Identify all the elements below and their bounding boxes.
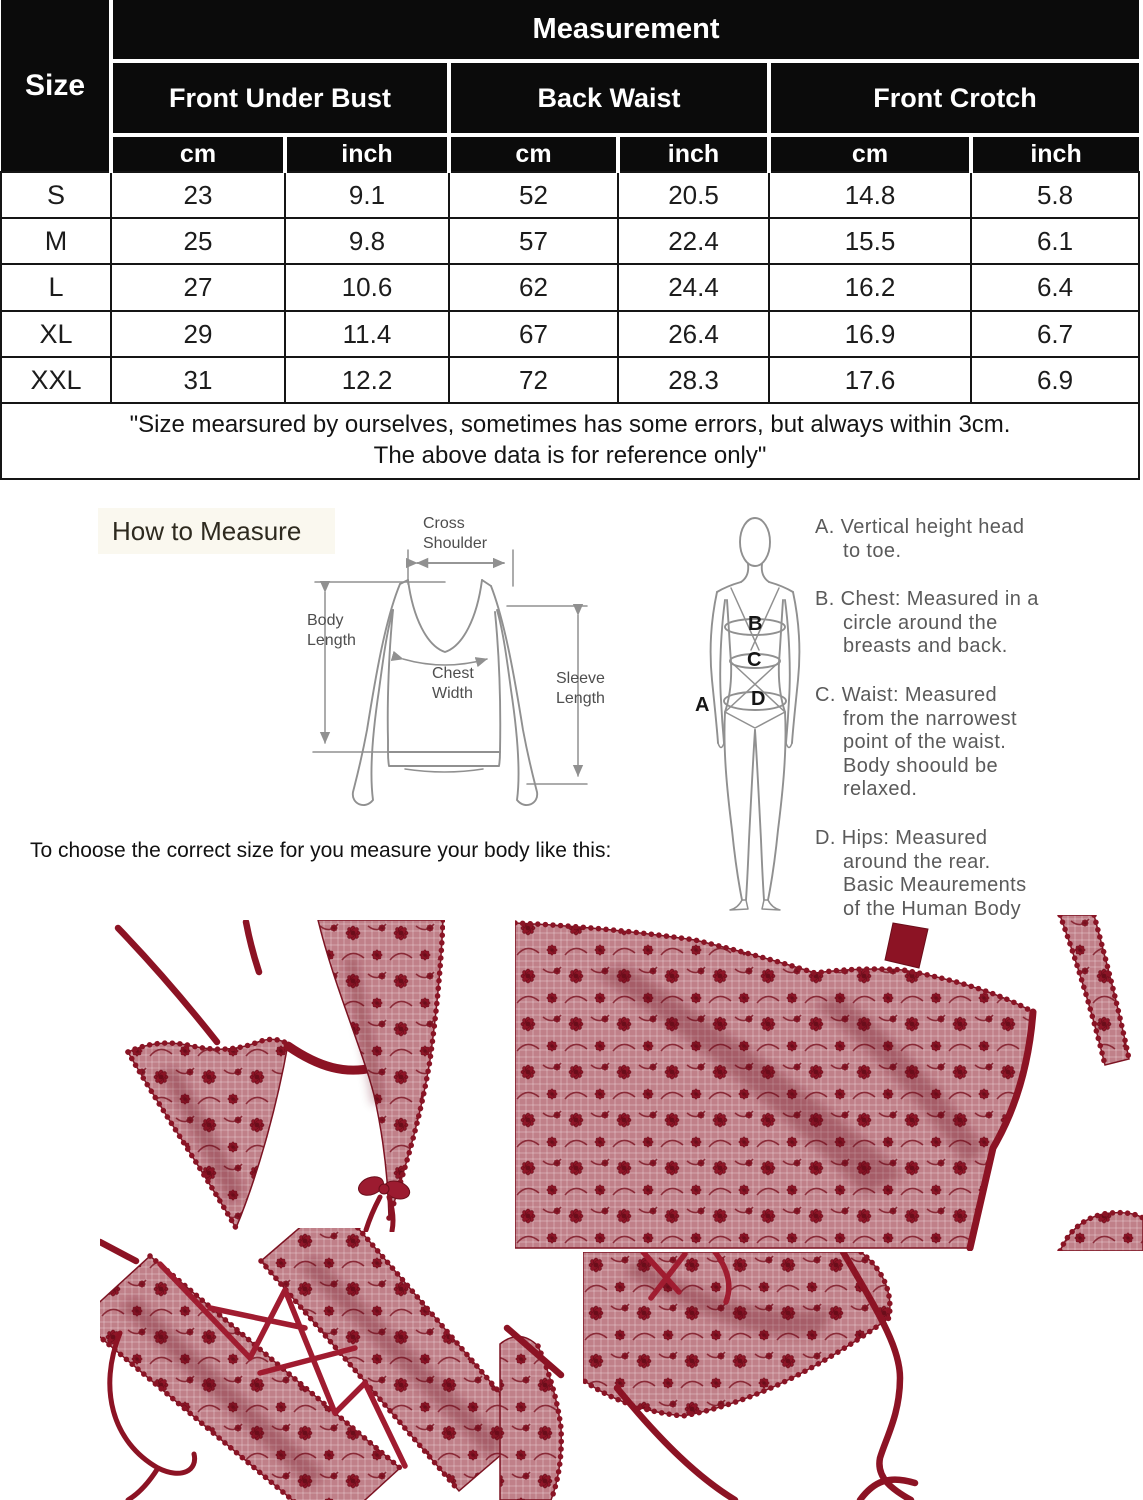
choose-size-text: To choose the correct size for you measure your body like this: <box>30 839 612 862</box>
figure-letter-a: A <box>695 694 710 716</box>
size-cell: M <box>1 218 111 264</box>
unit-cell: cm <box>449 135 618 172</box>
size-row-m <box>1 218 1139 264</box>
value-cell: 22.4 <box>618 218 769 264</box>
lace-edge-piece <box>500 1336 561 1500</box>
instruction-a: A. Vertical height head to toe. <box>815 516 1025 562</box>
value-cell: 27 <box>111 264 285 311</box>
size-cell: L <box>1 264 111 311</box>
figure-letter-b: B <box>748 613 763 635</box>
size-row-l <box>1 264 1139 311</box>
instruction-c: C. Waist: Measured from the narrowest point of the waist. Body shoould be relaxed. <box>815 683 1017 801</box>
size-cell: XXL <box>1 357 111 403</box>
size-row-xxl <box>1 357 1139 403</box>
value-cell: 24.4 <box>618 264 769 311</box>
size-row-s <box>1 172 1139 218</box>
col-front-under-bust: Front Under Bust <box>111 61 449 135</box>
photo-edge-mask <box>825 921 1060 971</box>
value-cell: 16.2 <box>769 264 971 311</box>
value-cell: 31 <box>111 357 285 403</box>
value-cell: 57 <box>449 218 618 264</box>
value-cell: 9.1 <box>285 172 449 218</box>
instruction-d: D. Hips: Measured around the rear. Basic Meaurements of the Human Body <box>815 826 1027 920</box>
sleeve-length-label: Sleeve Length <box>556 670 605 707</box>
unit-cell: cm <box>769 135 971 172</box>
measure-instruction-list <box>815 516 1143 946</box>
instruction-b: B. Chest: Measured in a circle around the breasts and back. <box>815 588 1039 658</box>
value-cell: 14.8 <box>769 172 971 218</box>
value-cell: 15.5 <box>769 218 971 264</box>
col-back-waist: Back Waist <box>449 61 769 135</box>
scalloped-strap <box>1060 915 1129 1065</box>
unit-header-row <box>1 135 1139 172</box>
unit-cell: cm <box>111 135 285 172</box>
satin-bow <box>356 1173 412 1231</box>
value-cell: 11.4 <box>285 311 449 357</box>
table-header-row <box>1 0 1139 61</box>
product-photo-lace-panty-straps <box>583 1252 1143 1500</box>
value-cell: 17.6 <box>769 357 971 403</box>
value-cell: 10.6 <box>285 264 449 311</box>
value-cell: 28.3 <box>618 357 769 403</box>
size-note-line2: The above data is for reference only" <box>373 442 767 469</box>
value-cell: 12.2 <box>285 357 449 403</box>
loose-ribbon <box>128 1468 158 1500</box>
value-cell: 26.4 <box>618 311 769 357</box>
value-cell: 29 <box>111 311 285 357</box>
figure-letter-d: D <box>751 688 766 710</box>
value-cell: 6.7 <box>971 311 1139 357</box>
value-cell: 23 <box>111 172 285 218</box>
unit-cell: inch <box>285 135 449 172</box>
unit-cell: inch <box>971 135 1139 172</box>
value-cell: 6.9 <box>971 357 1139 403</box>
product-photo-lace-cup-straps <box>100 920 445 1232</box>
size-chart-table <box>0 0 1140 480</box>
unit-cell: inch <box>618 135 769 172</box>
value-cell: 5.8 <box>971 172 1139 218</box>
figure-letter-c: C <box>747 649 762 671</box>
size-note <box>1 403 1139 479</box>
size-cell: S <box>1 172 111 218</box>
shoulder-strap <box>118 928 217 1042</box>
size-note-row <box>1 403 1139 479</box>
value-cell: 52 <box>449 172 618 218</box>
value-cell: 20.5 <box>618 172 769 218</box>
value-cell: 25 <box>111 218 285 264</box>
value-cell: 6.1 <box>971 218 1139 264</box>
size-cell: XL <box>1 311 111 357</box>
size-row-xl <box>1 311 1139 357</box>
value-cell: 67 <box>449 311 618 357</box>
how-to-measure-heading: How to Measure <box>112 516 302 546</box>
value-cell: 62 <box>449 264 618 311</box>
strap-stub <box>100 1242 136 1261</box>
col-front-crotch: Front Crotch <box>769 61 1139 135</box>
size-note-line1: "Size mearsured by ourselves, sometimes has some errors, but always within 3cm. <box>129 411 1011 438</box>
chest-width-label: Chest Width <box>432 665 474 702</box>
section-header-row <box>1 61 1139 135</box>
shoulder-strap <box>246 922 259 972</box>
cross-shoulder-label: Cross Shoulder <box>423 515 488 552</box>
value-cell: 9.8 <box>285 218 449 264</box>
size-column-header: Size <box>1 0 111 172</box>
product-photo-lace-up-ribbon <box>100 1228 583 1500</box>
lace-panty-front <box>583 1252 890 1416</box>
measurement-header: Measurement <box>111 0 1139 61</box>
value-cell: 72 <box>449 357 618 403</box>
value-cell: 16.9 <box>769 311 971 357</box>
value-cell: 6.4 <box>971 264 1139 311</box>
product-photo-lace-bra-closeup <box>515 915 1143 1251</box>
body-length-label: Body Length <box>307 612 356 649</box>
